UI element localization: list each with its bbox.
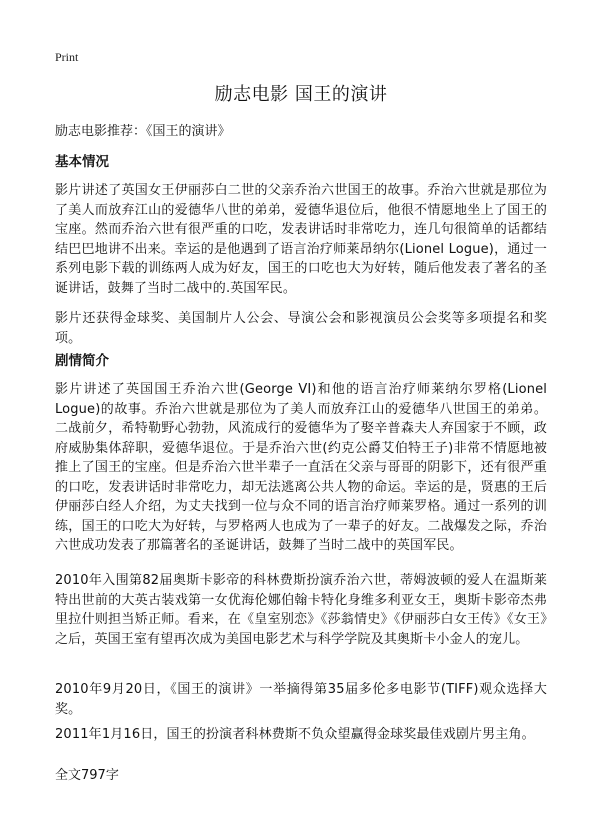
paragraph: 影片还获得金球奖、美国制片人公会、导演公会和影视演员公会奖等多项提名和奖项。 <box>55 311 547 346</box>
paragraph: 2010年9月20日，《国王的演讲》一举摘得第35届多伦多电影节(TIFF)观众选择大奖。 <box>55 682 547 717</box>
document-title: 励志电影 国王的演讲 <box>214 84 388 105</box>
document-subtitle: 励志电影推荐：《国王的演讲》 <box>55 124 231 139</box>
print-link[interactable]: Print <box>55 50 79 64</box>
paragraph: 影片讲述了英国国王乔治六世(George VI)和他的语言治疗师莱纳尔罗格(Lionel Logue)的故事。乔治六世就是那位为了美人而放弃江山的爱德华八世国王的弟弟。二战前夕，希特勒野心勃勃，风流成行的爱德华为了娶辛普森夫人弃国家于不顾，政府威胁集体辞职，爱德华退位。于是乔治六世(约克公爵艾伯特王子)非常不情愿地被推上了国王的宝座。但是乔治六世半辈子一直活在父亲与哥哥的阴影下，还有很严重的口吃，发表讲话时非常吃力，却无法逃离公共人物的命运。幸运的是，贤惠的王后伊丽莎白经人介绍，为丈夫找到一位与众不同的语言治疗师莱罗格。通过一系列的训练，国王的口吃大为好转，与罗格两人也成为了一辈子的好友。二战爆发之际，乔治六世成功发表了那篇著名的圣诞讲话，鼓舞了当时二战中的英国军民。 <box>55 382 547 553</box>
paragraph: 2010年入围第82届奥斯卡影帝的科林费斯扮演乔治六世，蒂姆波顿的爱人在温斯莱特出世前的大英古装戏第一女优海伦娜伯翰卡特化身维多利亚女王，奥斯卡影帝杰弗里拉什则担当矫正师。看来，在《皇室别恋》《莎翁情史》《伊丽莎白女王传》《女王》之后，英国王室有望再次成为美国电影艺术与科学学院及其奥斯卡小金人的宠儿。 <box>55 573 547 647</box>
paragraph: 影片讲述了英国女王伊丽莎白二世的父亲乔治六世国王的故事。乔治六世就是那位为了美人而放弃江山的爱德华八世的弟弟，爱德华退位后，他很不情愿地坐上了国王的宝座。然而乔治六世有很严重的口吃，发表讲话时非常吃力，连几句很简单的话都结结巴巴地讲不出来。幸运的是他遇到了语言治疗师莱昂纳尔(Lionel Logue)，通过一系列电影下载的训练两人成为好友，国王的口吃也大为好转，随后他发表了著名的圣诞讲话，鼓舞了当时二战中的.英国军民。 <box>55 183 547 296</box>
word-count: 全文797字 <box>55 768 119 783</box>
section-heading-basic-info: 基本情况 <box>55 154 109 170</box>
section-heading-plot-summary: 剧情简介 <box>55 353 109 369</box>
paragraph: 2011年1月16日，国王的扮演者科林费斯不负众望赢得金球奖最佳戏剧片男主角。 <box>55 727 535 742</box>
